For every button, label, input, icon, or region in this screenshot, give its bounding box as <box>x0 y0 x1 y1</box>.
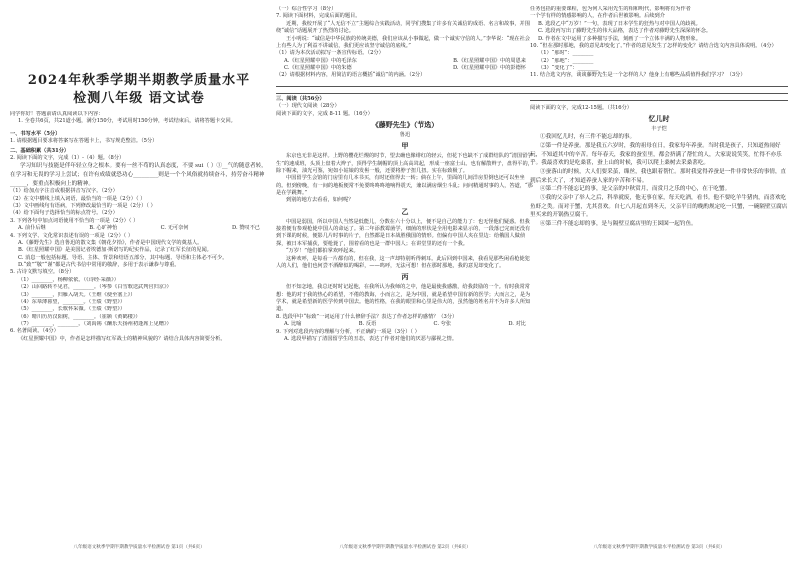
option-d: D. 对比 <box>508 321 526 328</box>
question-2: 2. 阅读下面的文字，完成（1）-（4）题。（8分） <box>10 154 125 161</box>
part-label-c: 丙 <box>401 272 409 282</box>
continued-text: 一个学有样的情感影响的人，在作者后世被影响。后续到介 <box>530 13 665 20</box>
poem-line: （1）________，杨柳依依。（《诗经·采薇》） <box>18 276 119 283</box>
page-1 <box>10 6 268 554</box>
question-4-option-d: D.“致”“敬”“谨”都是古代书信中常用的敬辞，多用于表示谦恭与尊重。 <box>18 262 180 269</box>
continued-text: 任务包括的重要课程，包为何人采用先生的相和明代，影响将有为作者 <box>530 6 691 12</box>
page-2-footer: 八年级语文秋季学期半期教学质量水平检测试卷 第2页（共6页） <box>339 545 471 551</box>
question-1: 1. 请根据题目要求将答案写在答题卡上，书写规范整洁。（5分） <box>10 138 158 145</box>
question-4: 4. 下列文学、文化常识表述有误的一项是（2分）（ ） <box>10 232 134 239</box>
option-d: D.《红星照耀中国》中的彭德怀 <box>452 65 526 71</box>
essay-paragraph: “万岁！”他们都拍掌欢呼起来。 <box>286 248 359 255</box>
question-4-option-b: B.《红星照耀中国》是美国记者埃德加·斯诺写的纪实作品，记录了红军长征的见闻。 <box>18 247 212 254</box>
page-2 <box>276 6 534 554</box>
question-7-material-2: 王小明说：“诚信是中华民族的传统美德，我们应该从小事做起，做一个诚实守信的人。”李华说：“现在社会上有些人为了利益不讲诚信，我们更应该坚守诚信的底线。” <box>276 35 530 49</box>
question-2-part-4: （4）给下面句子选择恰当的标点符号。（2分） <box>10 210 118 217</box>
story-intro: 阅读下面的文字，完成12-15题。（共16分） <box>530 104 632 111</box>
question-10: 10. “但在那时那地，我的意见却变化了。”作者的意见发生了怎样的变化？请结合选文内容具体说明。（4分） <box>530 42 777 49</box>
essay-title: 《藤野先生》（节选） <box>371 119 439 129</box>
part-label-a: 甲 <box>401 141 409 151</box>
answer-line <box>530 95 788 101</box>
answer-line-text: （2）“那地”：________ <box>538 57 594 64</box>
question-9-option-a: A. 选段甲描写了清国留学生的丑态，表达了作者对他们的厌恶与鄙视之情。 <box>284 335 458 342</box>
question-9-option-d: D. 作者在文中运用了多种描写手法，刻画了一个立体丰满的人物形象。 <box>538 35 701 42</box>
question-2-part-2: （2）在文中横线上填入词语，最恰当的一项是（2分）（ ） <box>10 195 146 202</box>
question-2-part-1: （1）给加点字注音或根据拼音写汉字。（2分） <box>10 188 118 195</box>
section-1-heading: 一、书写水平（5分） <box>10 130 61 137</box>
poem-line: （2）山回路转不见君，________。（岑参《白雪歌送武判官归京》） <box>18 284 172 291</box>
note-text: 1. 全卷共6页，共21道小题，满分150分，考试用时150分钟，考试结束后，请将答题卡交回。 <box>18 118 236 125</box>
question-5: 5. 古诗文默写填空。（8分） <box>10 269 75 276</box>
option-a: A. 前仆后继 <box>18 225 46 232</box>
question-3: 3. 下列各句中加点词语使用不恰当的一项是（2分）（ ） <box>10 217 139 224</box>
option-c: C. 夸张 <box>433 321 452 328</box>
question-9-option-c: C. 选段丙写出了藤野先生的伟大品格，表达了作者对藤野先生深深的怀念。 <box>538 28 712 35</box>
option-b: B. 反语 <box>358 321 377 328</box>
poem-line: （3）________，归雁入胡天。（王维《使至塞上》） <box>18 291 136 298</box>
option-c: C. 无可奈何 <box>160 225 189 232</box>
option-b: B.《红星照耀中国》中的周恩来 <box>453 57 526 64</box>
integrated-learning-heading: （一）综合性学习（8分） <box>276 6 337 12</box>
essay-paragraph: 但不知怎地，我总还时时记起他，在我所认为我师的之中，他是最使我感激，给我鼓励的一个。有时我常常想：他的对于我的热心的希望，不倦的教诲，小而言之，是为中国，就是希望中国有新的医学；大而言之，是为学术，就是希望新的医学传到中国去。他的性格，在我的眼里和心里是伟大的，虽然他的姓名并不为许多人所知道。 <box>276 284 531 313</box>
answer-line <box>276 81 534 87</box>
essay-author: 鲁迅 <box>399 131 411 138</box>
question-3-options <box>10 225 268 232</box>
modern-reading-heading: （一）现代文阅读（28分） <box>276 103 340 110</box>
answer-line <box>530 88 788 94</box>
story-title: 忆儿时 <box>648 114 670 124</box>
question-2-part-3: （3）文中画线句有语病，下列修改最恰当的一项是（2分）（ ） <box>10 203 156 210</box>
question-9-option-b: B. 选段乙中“万岁！”一句，表现了日本学生的狂热与对中国人的歧视。 <box>538 20 701 27</box>
answer-line-text: （3）“变化了”：________ <box>538 65 599 71</box>
option-a: A.《红星照耀中国》中的毛泽东 <box>284 57 357 64</box>
part-label-b: 乙 <box>401 206 409 216</box>
question-8: 8. 选段甲中“标致”一词运用了什么修辞手法？表达了作者怎样的感情？（3分） <box>276 313 458 320</box>
question-8-options <box>276 321 534 328</box>
question-6: 6. 名著阅读。（4分） <box>10 328 59 335</box>
option-a: A. 比喻 <box>284 321 302 328</box>
option-d: D. 赞叹不已 <box>231 225 260 232</box>
answer-line-text: （1）“那时”：________ <box>538 50 594 57</box>
essay-paragraph: 中国是弱国，所以中国人当然是低能儿，分数在六十分以上，便不是自己的能力了：也无怪他们疑惑。但我接着便有参观枪毙中国人的命运了。第二年添教霉菌学，细菌的形状是全用电影来显示的，一段落已完而还没有到下课的时候，便影几片时事的片子，自然都是日本战胜俄国的情形。但偏有中国人夹在里边：给俄国人做侦探，被日本军捕获，要枪毙了，围着看的也是一群中国人；在讲堂里的还有一个我。 <box>276 218 531 247</box>
question-4-option-c: C. 消息一般包括标题、导语、主体、背景和结语五部分，其中标题、导语和主体必不可少。 <box>18 254 228 261</box>
section-3-heading: 三、阅读（共56分） <box>276 95 325 102</box>
question-7: 7. 阅读下面材料，完成后面的题目。 <box>276 13 361 20</box>
poem-line: （5）________，长歌怀采薇。（王绩《野望》） <box>18 306 126 313</box>
question-7-part-1: （1）请为本次活动拟写一条宣传标语。（2分） <box>276 50 384 57</box>
page-3-footer: 八年级语文秋季学期半期教学质量水平检测试卷 第3页（共6页） <box>593 545 725 551</box>
exam-title-line2: 检测八年级 语文试卷 <box>73 90 205 106</box>
modern-reading-intro: 阅读下面的文字，完成 8-11 题。（16分） <box>276 110 373 117</box>
exam-title-line1: 2024年秋季学期半期教学质量水平 <box>27 73 251 88</box>
question-4-option-a: A.《藤野先生》选自鲁迅的散文集《朝花夕拾》，作者是中国现代文学的奠基人。 <box>18 239 203 246</box>
option-b: B. 心旷神怡 <box>89 225 118 232</box>
poem-line: （6）晴川历历汉阳树，________。（崔颢《黄鹤楼》） <box>18 313 141 320</box>
story-paragraph: ④第二件不能忘记的事，是父亲的中秋赏月，而赏月之乐的中心，在于吃蟹。 <box>540 186 731 193</box>
exam-title <box>10 72 268 107</box>
poem-line: （7）________，________。（刘禹锡《酬乐天扬州初逢席上见赠》） <box>18 321 172 328</box>
essay-paragraph: 东京也无非是这样。上野的樱花烂熳的时节，望去确也像绯红的轻云，但花下也缺不了成群结队的“清国留学生”的速成班，头顶上盘着大辫子，顶得学生制帽的顶上高高耸起，形成一座富士山。也有解散辫子，盘得平的，除下帽来，油光可鉴，宛如小姑娘的发髻一般，还要将脖子扭几扭。实在标致极了。 <box>276 153 533 174</box>
question-7-options-row1 <box>276 58 534 65</box>
option-c: C.《红星照耀中国》中的朱德 <box>284 65 352 71</box>
story-paragraph: ③蚕落山的时候，大人们要采茧，缫丝，我也跟着帮忙。那时我觉得养蚕是一件非常快乐的事情，直到后来长大了，才知道养蚕人家的辛苦和不易。 <box>530 169 787 184</box>
question-2-passage: 学习知识与技能是伴年轻立身之根本。要有一丝不苟的认真态度，不要 sui（ ）①__气的随意者转，在学习和无畏的学习上尝试；在许有成绩就恐功心_________则是一个个风俗就持续奋斗，持劳奋斗精神______，要重点积极向上的精神。 <box>10 163 267 187</box>
question-7-part-2: （2）请根据材料内容，用简洁的语言概括“诚信”的内涵。（2分） <box>276 72 426 79</box>
story-paragraph: ⑥第三件不能忘却的事，是与隔壁豆腐店里的王囡囡一起钓鱼。 <box>540 221 697 227</box>
essay-paragraph: 这种欢呼，是每看一片都有的，但在我，这一声却特别听得刺耳。此后回到中国来，我看见那些闲看枪毙犯人的人们，他们也何尝不酒醉似的喝彩，——呜呼，无法可想！但在那时那地，我的意见却变化了。 <box>276 255 530 269</box>
essay-paragraph: 到别的地方去看看，如何呢？ <box>286 197 354 204</box>
answer-line <box>276 88 534 94</box>
question-6-text: 《红星照耀中国》中，作者是怎样描写红军战士的精神风貌的？请结合具体内容简要分析。 <box>18 335 226 342</box>
story-paragraph: ⑤我的父亲中了举人之后，科举就废，他无事在家，每天吃酒，看书。他不要吃羊牛猪肉，而喜欢吃鱼虾之类。而对于蟹，尤其喜欢。自七八月起直到冬天，父亲平日的晚酌规定吃一只蟹，一碗隔壁豆腐店里买来的开锅热豆腐干。 <box>530 195 788 219</box>
note-heading: 同学你好！答题前请认真阅读以下内容： <box>10 111 104 118</box>
question-9: 9. 下列对选段内容的理解与分析，不正确的一项是（3分）（ ） <box>276 328 420 335</box>
story-author: 丰子恺 <box>651 126 667 133</box>
poem-line: （4）东皋薄暮望，________。（王绩《野望》） <box>18 298 126 305</box>
page-3 <box>530 6 788 554</box>
story-paragraph: ①我回忆儿时，有三件不能忘却的事。 <box>540 134 636 141</box>
story-paragraph: ②第一件是养蚕。那是我五六岁时，我的祖母在日，我家每年养蚕。当时我是孩子，只知道热闹好玩，不知道其中的辛苦。每年春天，我家的蚕室里，都会挤满了帮忙的人，大家说说笑笑，忙得不亦乐乎。我最喜欢的是吃桑葚，蚕上山的时候，我可以爬上桑树去采桑葚吃。 <box>530 143 782 167</box>
page-1-footer: 八年级语文秋季学期半期教学质量水平检测试卷 第1页（共6页） <box>73 545 205 551</box>
answer-line <box>530 81 788 87</box>
essay-paragraph: 中国留学生会馆的门房里有几本书买，有时还值得去一转；倘在上午，里面的几间洋房里倒也还可以坐坐的。但到傍晚，有一间的地板便常不免要咚咚咚地响得震天，兼以满房烟尘斗乱；问问精通时事的人，答道，“那是在学跳舞。” <box>276 175 533 196</box>
question-7-material: 近期，我校开展了“人无信不立”主题综合实践活动，同学们搜集了许多有关诚信的成语、名言和故事，并围绕“诚信”话题展开了热烈的讨论。 <box>276 20 530 35</box>
section-2-heading: 二、基础积累（共31分） <box>10 147 70 154</box>
question-11: 11. 结合选文内容，谈谈藤野先生是一个怎样的人？他身上有哪些品质值得我们学习？（3分） <box>530 72 746 79</box>
